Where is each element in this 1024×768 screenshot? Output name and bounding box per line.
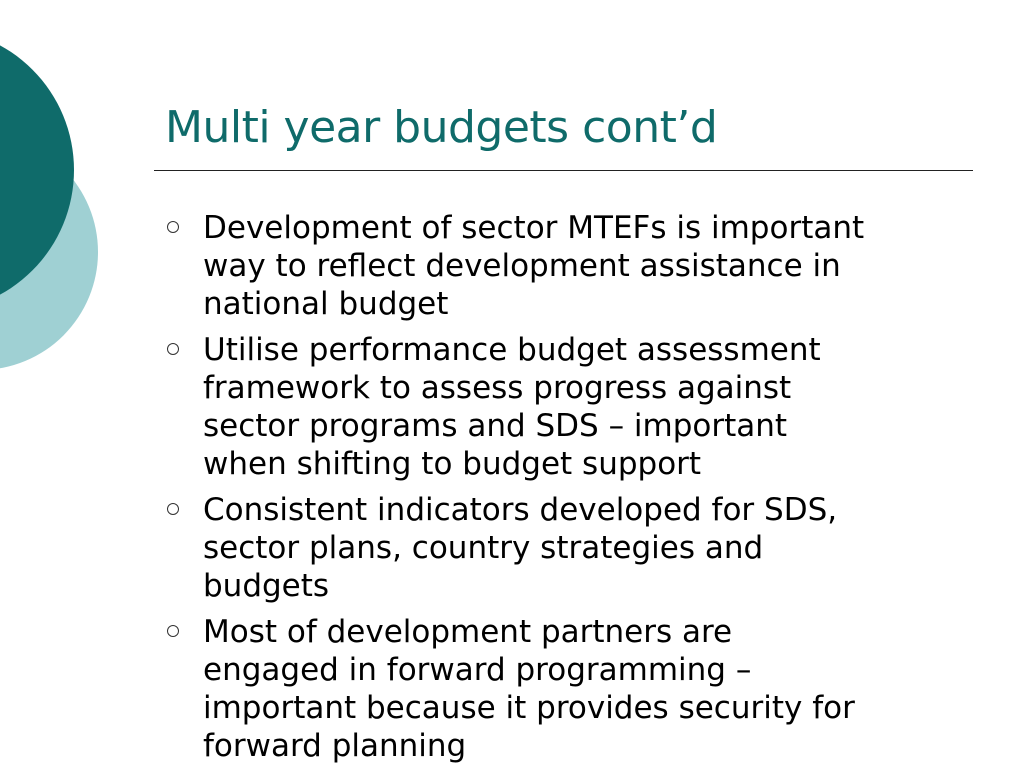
bullet-item [160,491,980,605]
decorative-circles [0,0,120,420]
hollow-circle-bullet-icon [167,503,179,515]
bullet-item [160,331,980,483]
title-divider [154,170,973,171]
bullet-item [160,209,980,323]
slide-title: Multi year budgets cont’d [165,102,718,153]
hollow-circle-bullet-icon [167,625,179,637]
bullet-text: Most of development partners are engaged in forward programming – important because it provides security for forward planning [203,614,855,764]
bullet-list [160,209,980,768]
bullet-text: Consistent indicators developed for SDS, sector plans, country strategies and budgets [203,492,838,604]
hollow-circle-bullet-icon [167,343,179,355]
bullet-item [160,613,980,765]
bullet-text: Development of sector MTEFs is important way to reflect development assistance in national budget [203,210,865,322]
hollow-circle-bullet-icon [167,221,179,233]
bullet-text: Utilise performance budget assessment framework to assess progress against sector programs and SDS – important when shifting to budget support [203,332,821,482]
